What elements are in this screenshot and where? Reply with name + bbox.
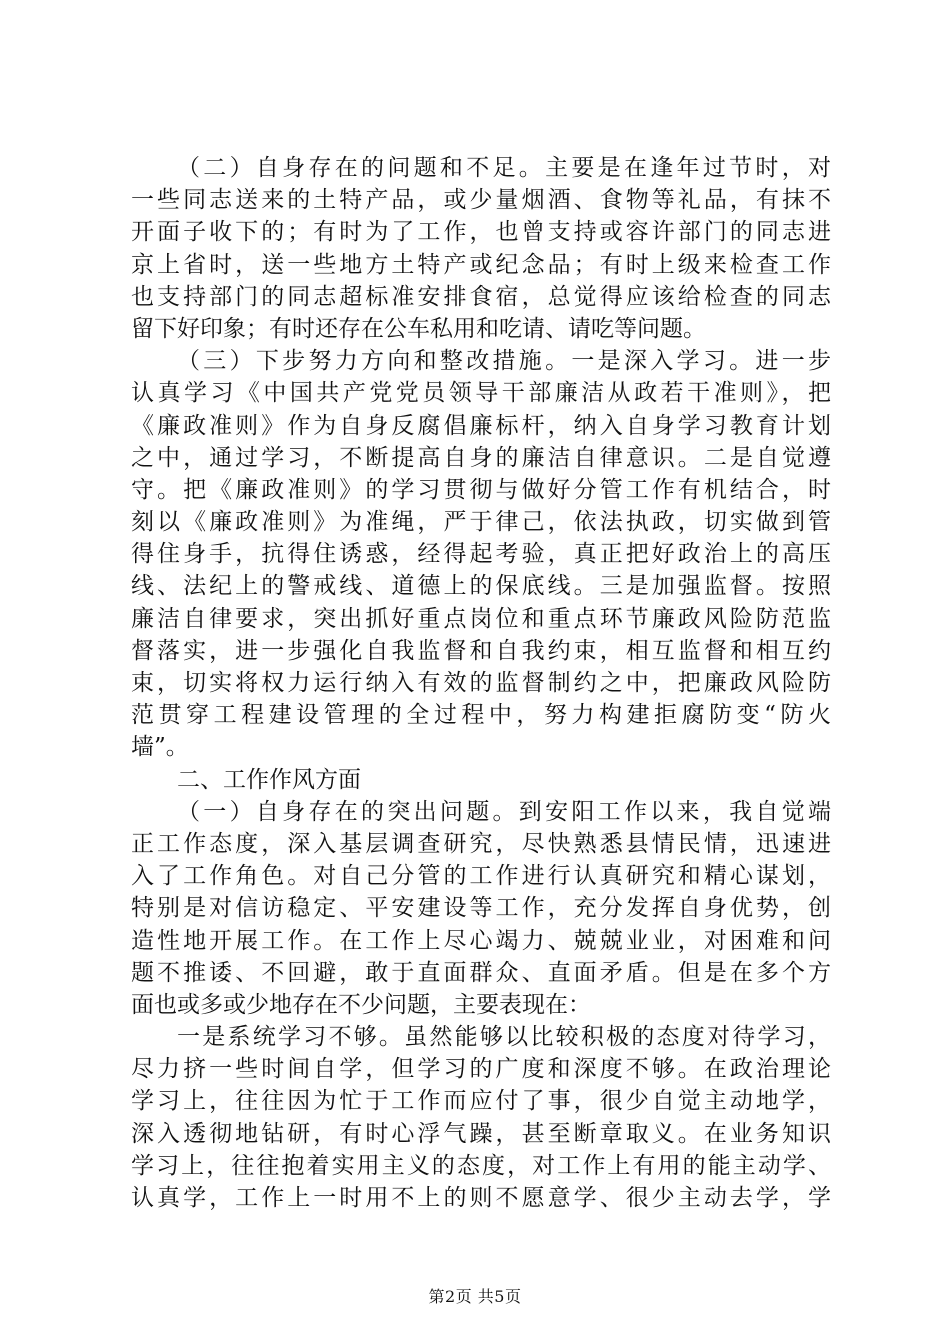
paragraph-rectification-measures (131, 345, 831, 763)
text-line: 认真学习《中国共产党党员领导干部廉洁从政若干准则》，把 (131, 380, 831, 407)
text-line: 廉洁自律要求，突出抓好重点岗位和重点环节廉政风险防范监 (131, 605, 831, 632)
text-line: 开面子收下的；有时为了工作，也曾支持或容许部门的同志进 (131, 219, 831, 246)
text-line: 束，切实将权力运行纳入有效的监督制约之中，把廉政风险防 (131, 670, 831, 696)
text-line: 也支持部门的同志超标准安排食宿，总觉得应该给检查的同志 (131, 283, 831, 310)
text-line: 留下好印象；有时还存在公车私用和吃请、请吃等问题。 (131, 315, 706, 342)
text-line: 尽力挤一些时间自学，但学习的广度和深度不够。在政治理论 (131, 1056, 831, 1083)
page-number-footer: 第2页 共5页 (428, 1287, 522, 1306)
text-line: 刻以《廉政准则》为准绳，严于律己，依法执政，切实做到管 (131, 509, 831, 536)
text-line: （三）下步努力方向和整改措施。一是深入学习。进一步 (177, 348, 831, 375)
text-line: 入了工作角色。对自己分管的工作进行认真研究和精心谋划， (131, 863, 831, 890)
text-line: 学习上，往往因为忙于工作而应付了事，很少自觉主动地学， (131, 1088, 831, 1115)
text-line: 京上省时，送一些地方土特产或纪念品；有时上级来检查工作 (131, 251, 831, 278)
text-line: 题不推诿、不回避，敢于直面群众、直面矛盾。但是在多个方 (131, 959, 831, 986)
section-heading: 二、工作作风方面 (177, 766, 361, 793)
paragraph-outstanding-problems (131, 796, 831, 1021)
text-line: （一）自身存在的突出问题。到安阳工作以来，我自觉端 (177, 798, 831, 825)
text-line: 线、法纪上的警戒线、道德上的保底线。三是加强监督。按照 (131, 573, 831, 600)
text-line: 一是系统学习不够。虽然能够以比较积极的态度对待学习， (177, 1024, 831, 1051)
section-heading-work-style (131, 764, 831, 796)
text-line: 正工作态度，深入基层调查研究，尽快熟悉县情民情，迅速进 (131, 830, 831, 857)
text-line: 督落实，进一步强化自我监督和自我约束，相互监督和相互约 (131, 637, 831, 664)
text-line: 造性地开展工作。在工作上尽心竭力、兢兢业业，对困难和问 (131, 927, 831, 954)
text-line: 范贯穿工程建设管理的全过程中，努力构建拒腐防变“防火 (131, 702, 831, 729)
text-line: 学习上，往往抱着实用主义的态度，对工作上有用的能主动学、 (131, 1152, 831, 1179)
text-line: （二）自身存在的问题和不足。主要是在逢年过节时，对 (177, 155, 831, 181)
text-line: 墙”。 (131, 734, 189, 761)
text-line: 面也或多或少地存在不少问题，主要表现在： (131, 991, 591, 1018)
text-line: 得住身手，抗得住诱惑，经得起考验，真正把好政治上的高压 (131, 541, 831, 568)
text-line: 一些同志送来的土特产品，或少量烟酒、食物等礼品，有抹不 (131, 187, 831, 214)
text-line: 守。把《廉政准则》的学习贯彻与做好分管工作有机结合，时 (131, 476, 831, 503)
paragraph-insufficient-study (131, 1021, 831, 1214)
paragraph-integrity-problems (131, 152, 831, 345)
text-line: 《廉政准则》作为自身反腐倡廉标杆，纳入自身学习教育计划 (131, 412, 831, 439)
text-line: 认真学，工作上一时用不上的则不愿意学、很少主动去学，学 (131, 1185, 831, 1211)
text-line: 特别是对信访稳定、平安建设等工作，充分发挥自身优势，创 (131, 895, 831, 922)
text-line: 之中，通过学习，不断提高自身的廉洁自律意识。二是自觉遵 (131, 444, 831, 471)
text-line: 深入透彻地钻研，有时心浮气躁，甚至断章取义。在业务知识 (131, 1120, 831, 1147)
document-body (131, 152, 831, 1214)
